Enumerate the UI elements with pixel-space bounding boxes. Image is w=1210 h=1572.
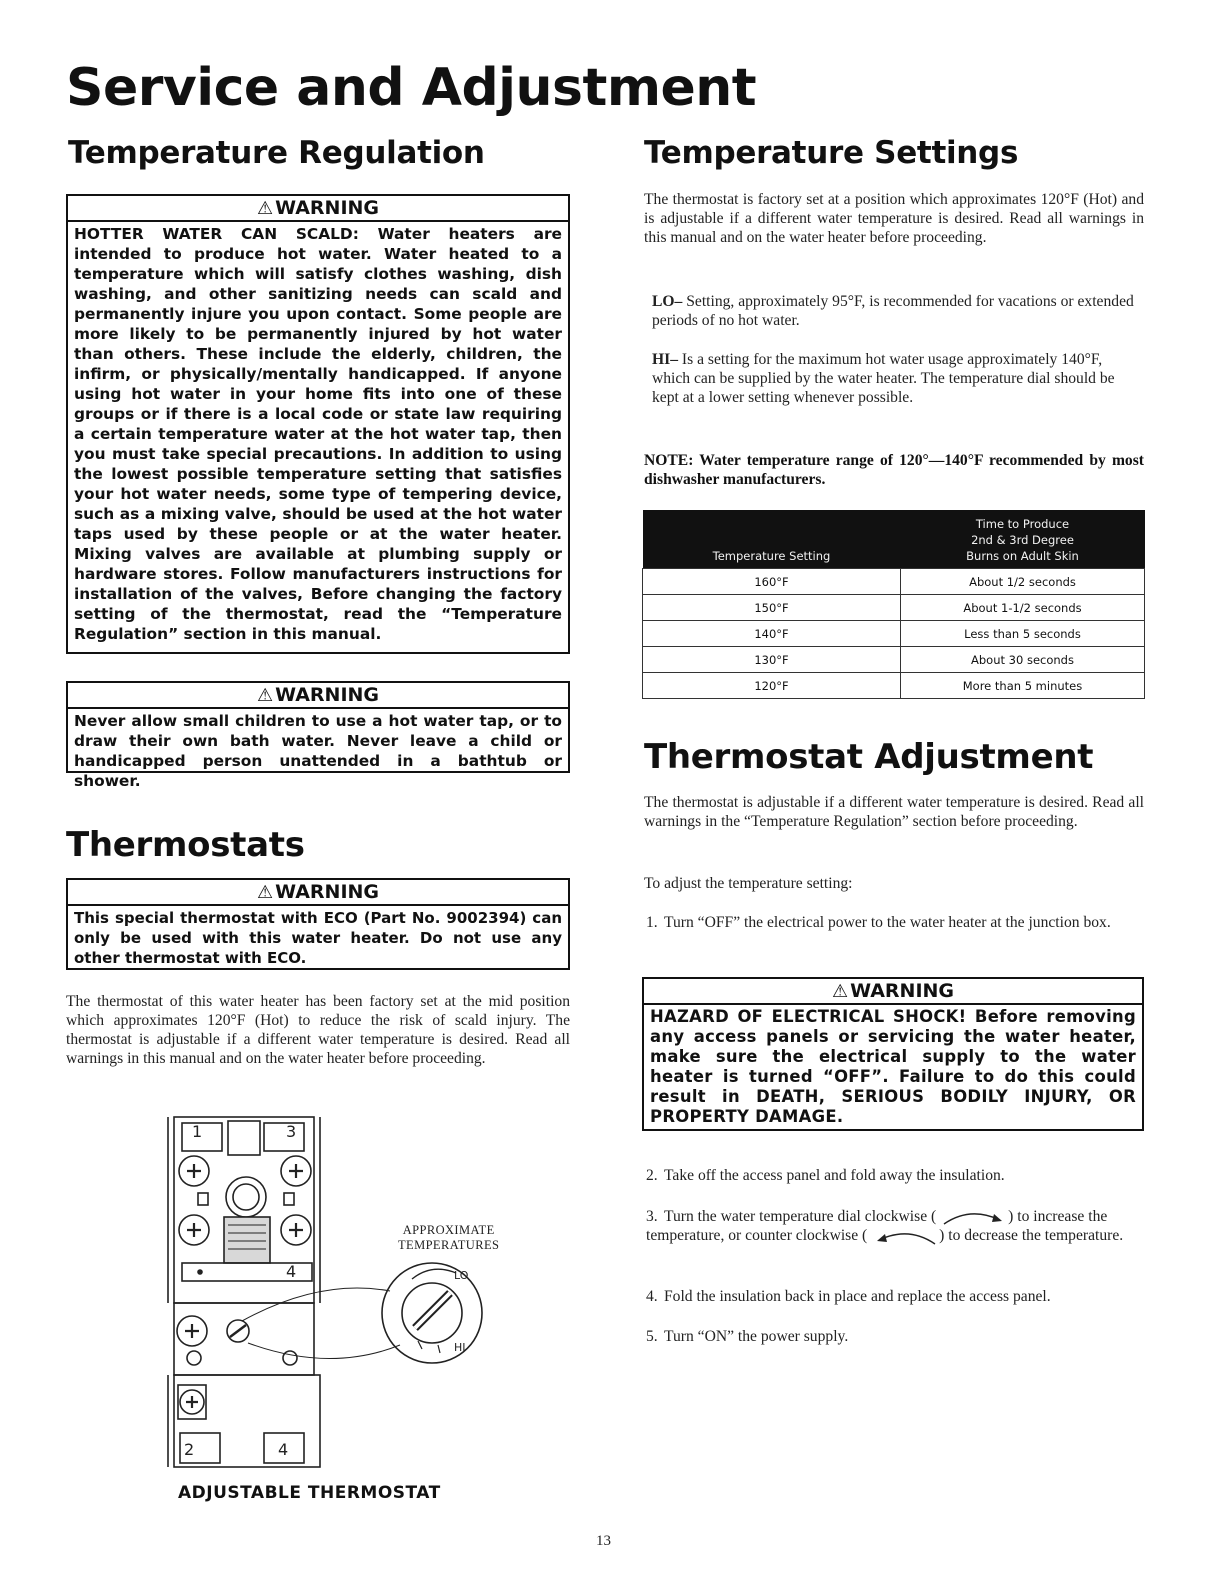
dishwasher-note: NOTE: Water temperature range of 120°—140°F recommended by most dishwasher manufacturers. xyxy=(644,452,1144,488)
adjustable-thermostat-caption: ADJUSTABLE THERMOSTAT xyxy=(178,1483,441,1503)
eco-section-body xyxy=(174,1375,320,1467)
scald-time-table xyxy=(642,510,1145,699)
dial-lo-label: LO xyxy=(454,1269,469,1282)
lo-text: Setting, approximately 95°F, is recommended for vacations or extended periods of no hot water. xyxy=(652,293,1134,329)
electrical-shock-warning-box xyxy=(642,977,1144,1131)
warning-triangle-icon: ⚠ xyxy=(256,685,274,706)
terminal-label-4b: 4 xyxy=(278,1440,289,1459)
counter-clockwise-arrow-icon xyxy=(871,1228,939,1246)
step-1: 1. Turn “OFF” the electrical power to the water heater at the junction box. xyxy=(646,914,1111,931)
hi-key: HI– xyxy=(652,351,678,368)
warning-header: ⚠ WARNING xyxy=(644,979,1142,1005)
hi-text: Is a setting for the maximum hot water usage approximately 140°F, which can be supplied by the water heater. The temperature dial should be kept at a lower setting whenever possible. xyxy=(652,351,1115,406)
adjust-intro: To adjust the temperature setting: xyxy=(644,875,853,892)
table-row: 140°F Less than 5 seconds xyxy=(643,621,1145,647)
lo-setting-definition xyxy=(652,292,1144,330)
temperature-regulation-heading: Temperature Regulation xyxy=(68,135,485,171)
step-3: 3. Turn the water temperature dial clockwise ( ) to increase the temperature, or counter clockwise ( ) to decrease the temperature. xyxy=(646,1208,1124,1245)
warning-header: ⚠ WARNING xyxy=(68,880,568,906)
scald-warning-text: HOTTER WATER CAN SCALD: Water heaters are intended to produce hot water. Water heated to a temperature which will satisfy clothes washing, dish washing, and other sanitizing needs can scald and permanently injure you upon contact. Some people are more likely to be permanently injured by hot water than others. These include the elderly, children, the infirm, or physically/mentally handicapped. If anyone using hot water in your home fits into one of these groups or if there is a local code or state law requiring a certain temperature water at the hot water tap, then you must take special precautions. In addition to using the lowest possible temperature setting that satisfies your hot water needs, some type of tempering device, such as a mixing valve, should be used at the hot water taps used by these people or at the water heater. Mixing valves are available at plumbing supply or hardware stores. Follow manufacturers instructions for installation of the valves, Before changing the factory setting of the thermostat, read the “Temperature Regulation” section in this manual. xyxy=(74,225,562,643)
lo-key: LO– xyxy=(652,293,683,310)
children-warning-box xyxy=(66,681,570,790)
table-header-row xyxy=(643,510,1145,569)
table-row: 150°F About 1-1/2 seconds xyxy=(643,595,1145,621)
temperature-setting-header: Temperature Setting xyxy=(643,510,901,569)
hi-setting-definition xyxy=(652,350,1144,407)
temperature-settings-heading: Temperature Settings xyxy=(644,135,1019,171)
warning-triangle-icon: ⚠ xyxy=(256,198,274,219)
temperature-settings-paragraph: The thermostat is factory set at a position which approximates 120°F (Hot) and is adjustable if a different water temperature is desired. Read all warnings in this manual and on the water heater before proceeding. xyxy=(644,191,1144,246)
page-title: Service and Adjustment xyxy=(66,58,757,118)
scald-warning-box xyxy=(66,194,570,654)
eco-warning-box xyxy=(66,878,570,970)
warning-header: ⚠ WARNING xyxy=(68,683,568,709)
step-5: 5. Turn “ON” the power supply. xyxy=(646,1328,849,1345)
approximate-temperatures-label: APPROXIMATE TEMPERATURES xyxy=(398,1223,500,1252)
table-row: 160°F About 1/2 seconds xyxy=(643,569,1145,595)
terminal-label-2: 2 xyxy=(184,1440,195,1459)
thermostats-heading: Thermostats xyxy=(66,825,305,865)
thermostats-paragraph: The thermostat of this water heater has been factory set at the mid position which approximates 120°F (Hot) to reduce the risk of scald injury. The thermostat is adjustable if a different water temperature is desired. Read all warnings in this manual and on the water heater before proceeding. xyxy=(66,993,570,1067)
thermostat-adjustment-paragraph: The thermostat is adjustable if a different water temperature is desired. Read all warnings in the “Temperature Regulation” section before proceeding. xyxy=(644,794,1144,830)
children-warning-text: Never allow small children to use a hot water tap, or to draw their own bath water. Never leave a child or handicapped person unattended in a bathtub or shower. xyxy=(74,712,562,790)
page-number: 13 xyxy=(596,1533,611,1549)
warning-triangle-icon: ⚠ xyxy=(831,981,849,1002)
terminal-label-3: 3 xyxy=(286,1122,297,1141)
time-to-burn-header: Time to Produce 2nd & 3rd Degree Burns on Adult Skin xyxy=(901,510,1145,569)
eco-reset-button-icon xyxy=(226,1177,266,1217)
step-2: 2. Take off the access panel and fold away the insulation. xyxy=(646,1167,1005,1184)
dial-hi-label: HI xyxy=(454,1341,466,1354)
electrical-shock-warning-text: HAZARD OF ELECTRICAL SHOCK! Before removing any access panels or servicing the water heater, make sure the electrical supply to the water heater is turned “OFF”. Failure to do this could result in DEATH, SERIOUS BODILY INJURY, OR PROPERTY DAMAGE. xyxy=(650,1007,1136,1126)
terminal-label-4: 4 xyxy=(286,1262,297,1281)
adjustable-thermostat-diagram xyxy=(160,1113,520,1478)
thermostat-adjustment-heading: Thermostat Adjustment xyxy=(644,737,1094,777)
table-row: 120°F More than 5 minutes xyxy=(643,673,1145,699)
step-4: 4. Fold the insulation back in place and replace the access panel. xyxy=(646,1288,1051,1305)
warning-header: ⚠ WARNING xyxy=(68,196,568,222)
clockwise-arrow-icon xyxy=(940,1208,1008,1226)
eco-warning-text: This special thermostat with ECO (Part No. 9002394) can only be used with this water heater. Do not use any other thermostat with ECO. xyxy=(74,909,562,967)
terminal-label-1: 1 xyxy=(192,1122,203,1141)
warning-triangle-icon: ⚠ xyxy=(256,882,274,903)
table-row: 130°F About 30 seconds xyxy=(643,647,1145,673)
